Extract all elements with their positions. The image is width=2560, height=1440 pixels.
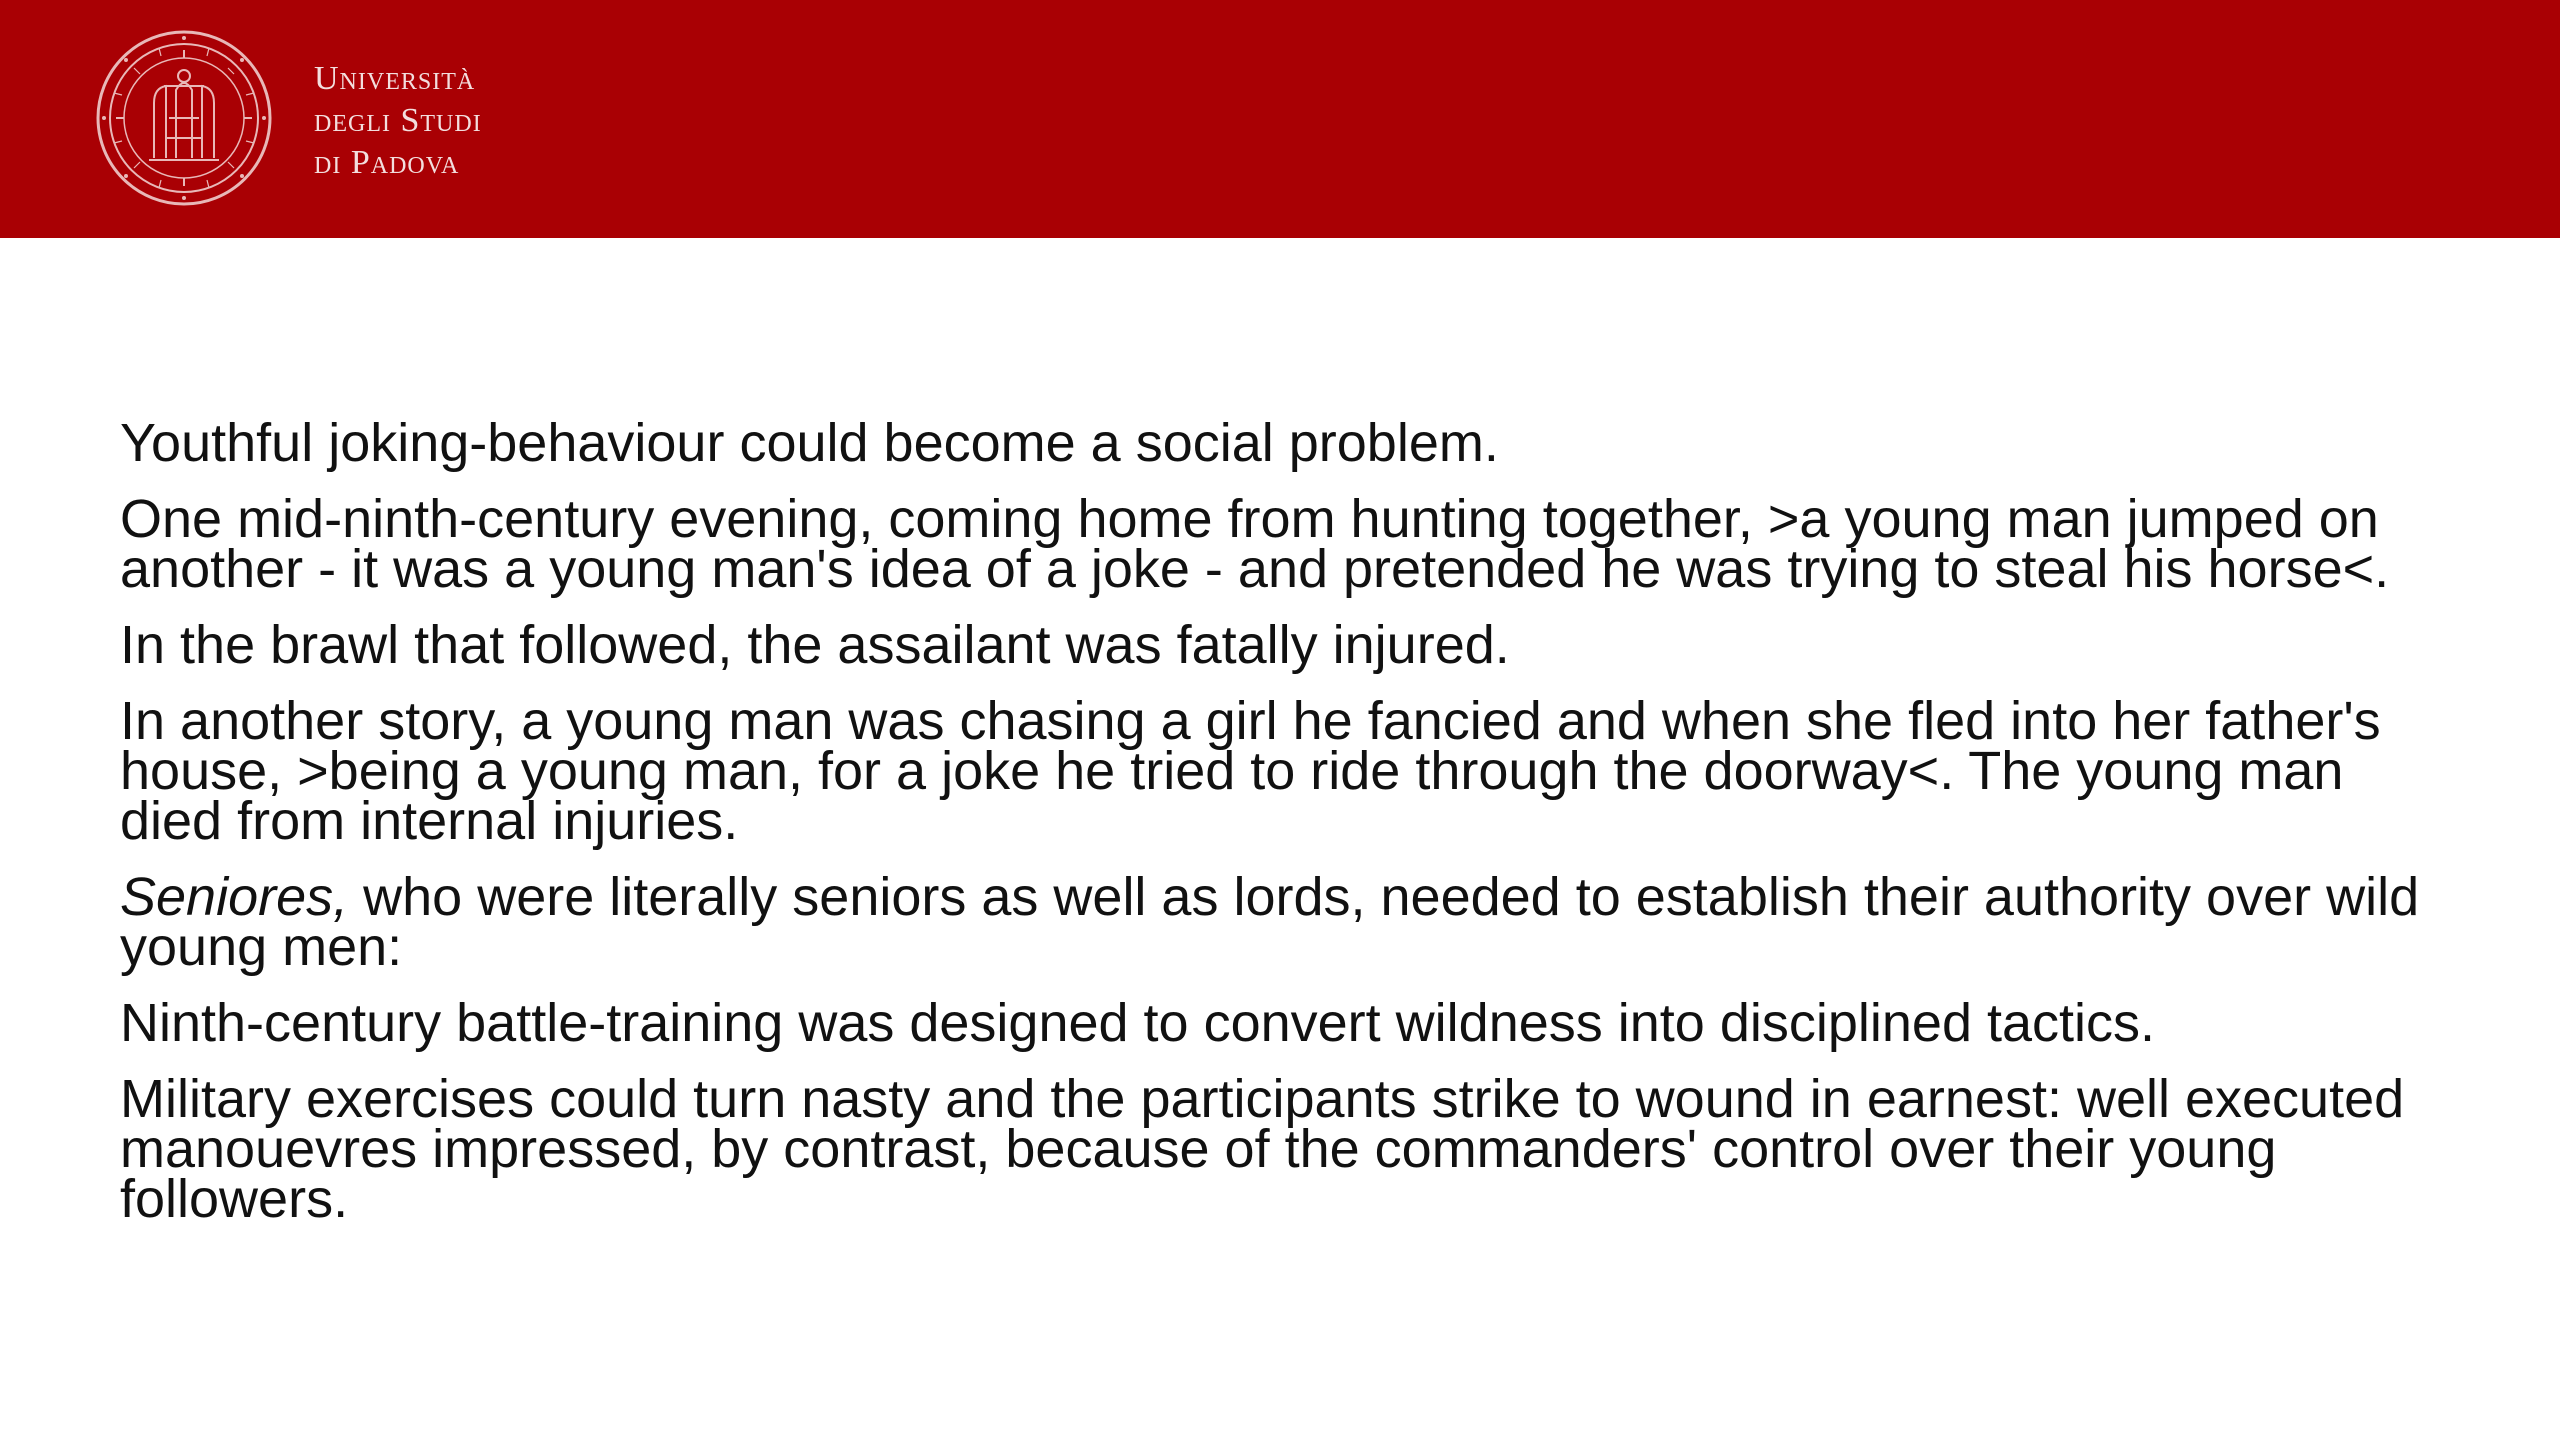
wordmark-line: Università [314,60,476,97]
paragraph [120,615,2450,675]
paragraph [120,993,2450,1053]
slide-body [120,413,2450,1250]
paragraph-text: who were literally seniors as well as lords, needed to establish their authority over wild young men: [120,867,2420,977]
paragraph [120,489,2450,599]
paragraph [120,691,2450,851]
paragraph [120,413,2450,473]
paragraph [120,1069,2450,1229]
paragraph [120,867,2450,977]
paragraph-text: In the brawl that followed, the assailant was fatally injured. [120,615,1510,675]
paragraph-text: One mid-ninth-century evening, coming home from hunting together, >a young man jumped on another - it was a young man's idea of a joke - and pretended he was trying to steal his horse<. [120,489,2390,599]
header-bar [0,0,2560,238]
university-wordmark [314,58,482,184]
university-seal-logo [94,28,274,208]
paragraph-text: Military exercises could turn nasty and the participants strike to wound in earnest: well executed manouevres impressed, by contrast, because of the commanders' control over their young followers. [120,1069,2405,1229]
italic-term: Seniores, [120,867,349,927]
wordmark-line: degli Studi [314,102,482,139]
wordmark-line: di Padova [314,144,460,181]
paragraph-text: Youthful joking-behaviour could become a social problem. [120,413,1499,473]
paragraph-text: Ninth-century battle-training was designed to convert wildness into disciplined tactics. [120,993,2156,1053]
paragraph-text: In another story, a young man was chasing a girl he fancied and when she fled into her father's house, >being a young man, for a joke he tried to ride through the doorway<. The young man died from internal injuries. [120,691,2381,851]
